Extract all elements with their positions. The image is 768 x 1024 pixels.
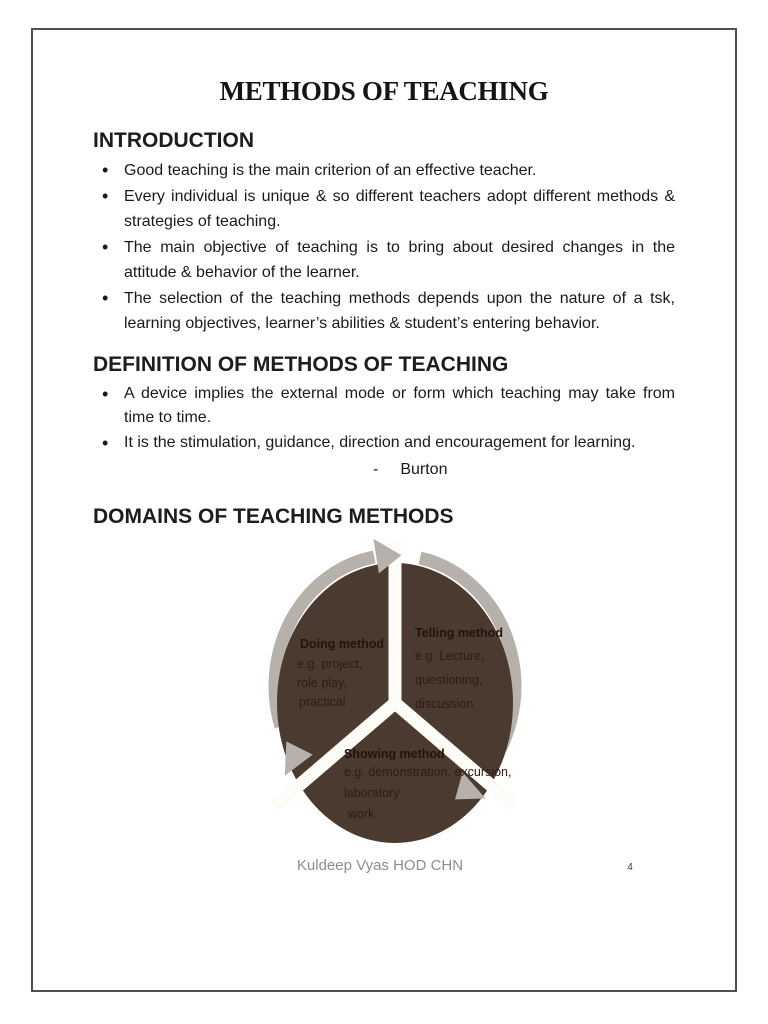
segment-example: role play, xyxy=(297,676,347,690)
segment-example: work xyxy=(348,807,375,821)
segment-example: discussion xyxy=(415,697,474,711)
cycle-pie-chart xyxy=(265,536,525,848)
bullet-item: • A device implies the external mode or form which teaching may take from time to time. xyxy=(93,382,675,430)
page-content xyxy=(33,30,735,529)
bullet-item: • The main objective of teaching is to bring about desired changes in the attitude & behavior of the learner. xyxy=(93,235,675,285)
teaching-methods-cycle-diagram xyxy=(265,536,525,848)
diagram-caption: Kuldeep Vyas HOD CHN xyxy=(296,857,464,874)
attribution-dash: - xyxy=(373,461,379,478)
segment-title: Telling method xyxy=(415,626,503,640)
page-number: 4 xyxy=(627,862,633,873)
attribution-line xyxy=(93,458,675,482)
introduction-bullet-list xyxy=(93,158,675,336)
section-heading-domains: DOMAINS OF TEACHING METHODS xyxy=(93,505,454,528)
section-heading-definition: DEFINITION OF METHODS OF TEACHING xyxy=(93,353,509,376)
segment-example: laboratory xyxy=(344,786,400,800)
bullet-item: • It is the stimulation, guidance, direction and encouragement for learning. xyxy=(93,431,675,455)
segment-title: Doing method xyxy=(300,637,385,651)
segment-example: practical xyxy=(299,695,346,709)
segment-example: e.g. project, xyxy=(297,657,363,671)
bullet-item: • The selection of the teaching methods depends upon the nature of a tsk, learning objectives, learner’s abilities & student’s entering behavior. xyxy=(93,286,675,336)
attribution-name: Burton xyxy=(400,461,448,478)
segment-title: Showing method xyxy=(344,747,445,761)
bullet-item: • Good teaching is the main criterion of an effective teacher. xyxy=(93,158,675,183)
segment-example: e.g. Lecture, xyxy=(415,649,485,663)
bullet-item: • Every individual is unique & so different teachers adopt different methods & strategies of teaching. xyxy=(93,184,675,234)
segment-example: questioning, xyxy=(415,673,483,687)
definition-bullet-list xyxy=(93,382,675,455)
page-title: METHODS OF TEACHING xyxy=(219,76,549,106)
segment-example: e.g. demonstration, excursion, xyxy=(344,765,512,779)
section-heading-introduction: INTRODUCTION xyxy=(93,129,254,152)
